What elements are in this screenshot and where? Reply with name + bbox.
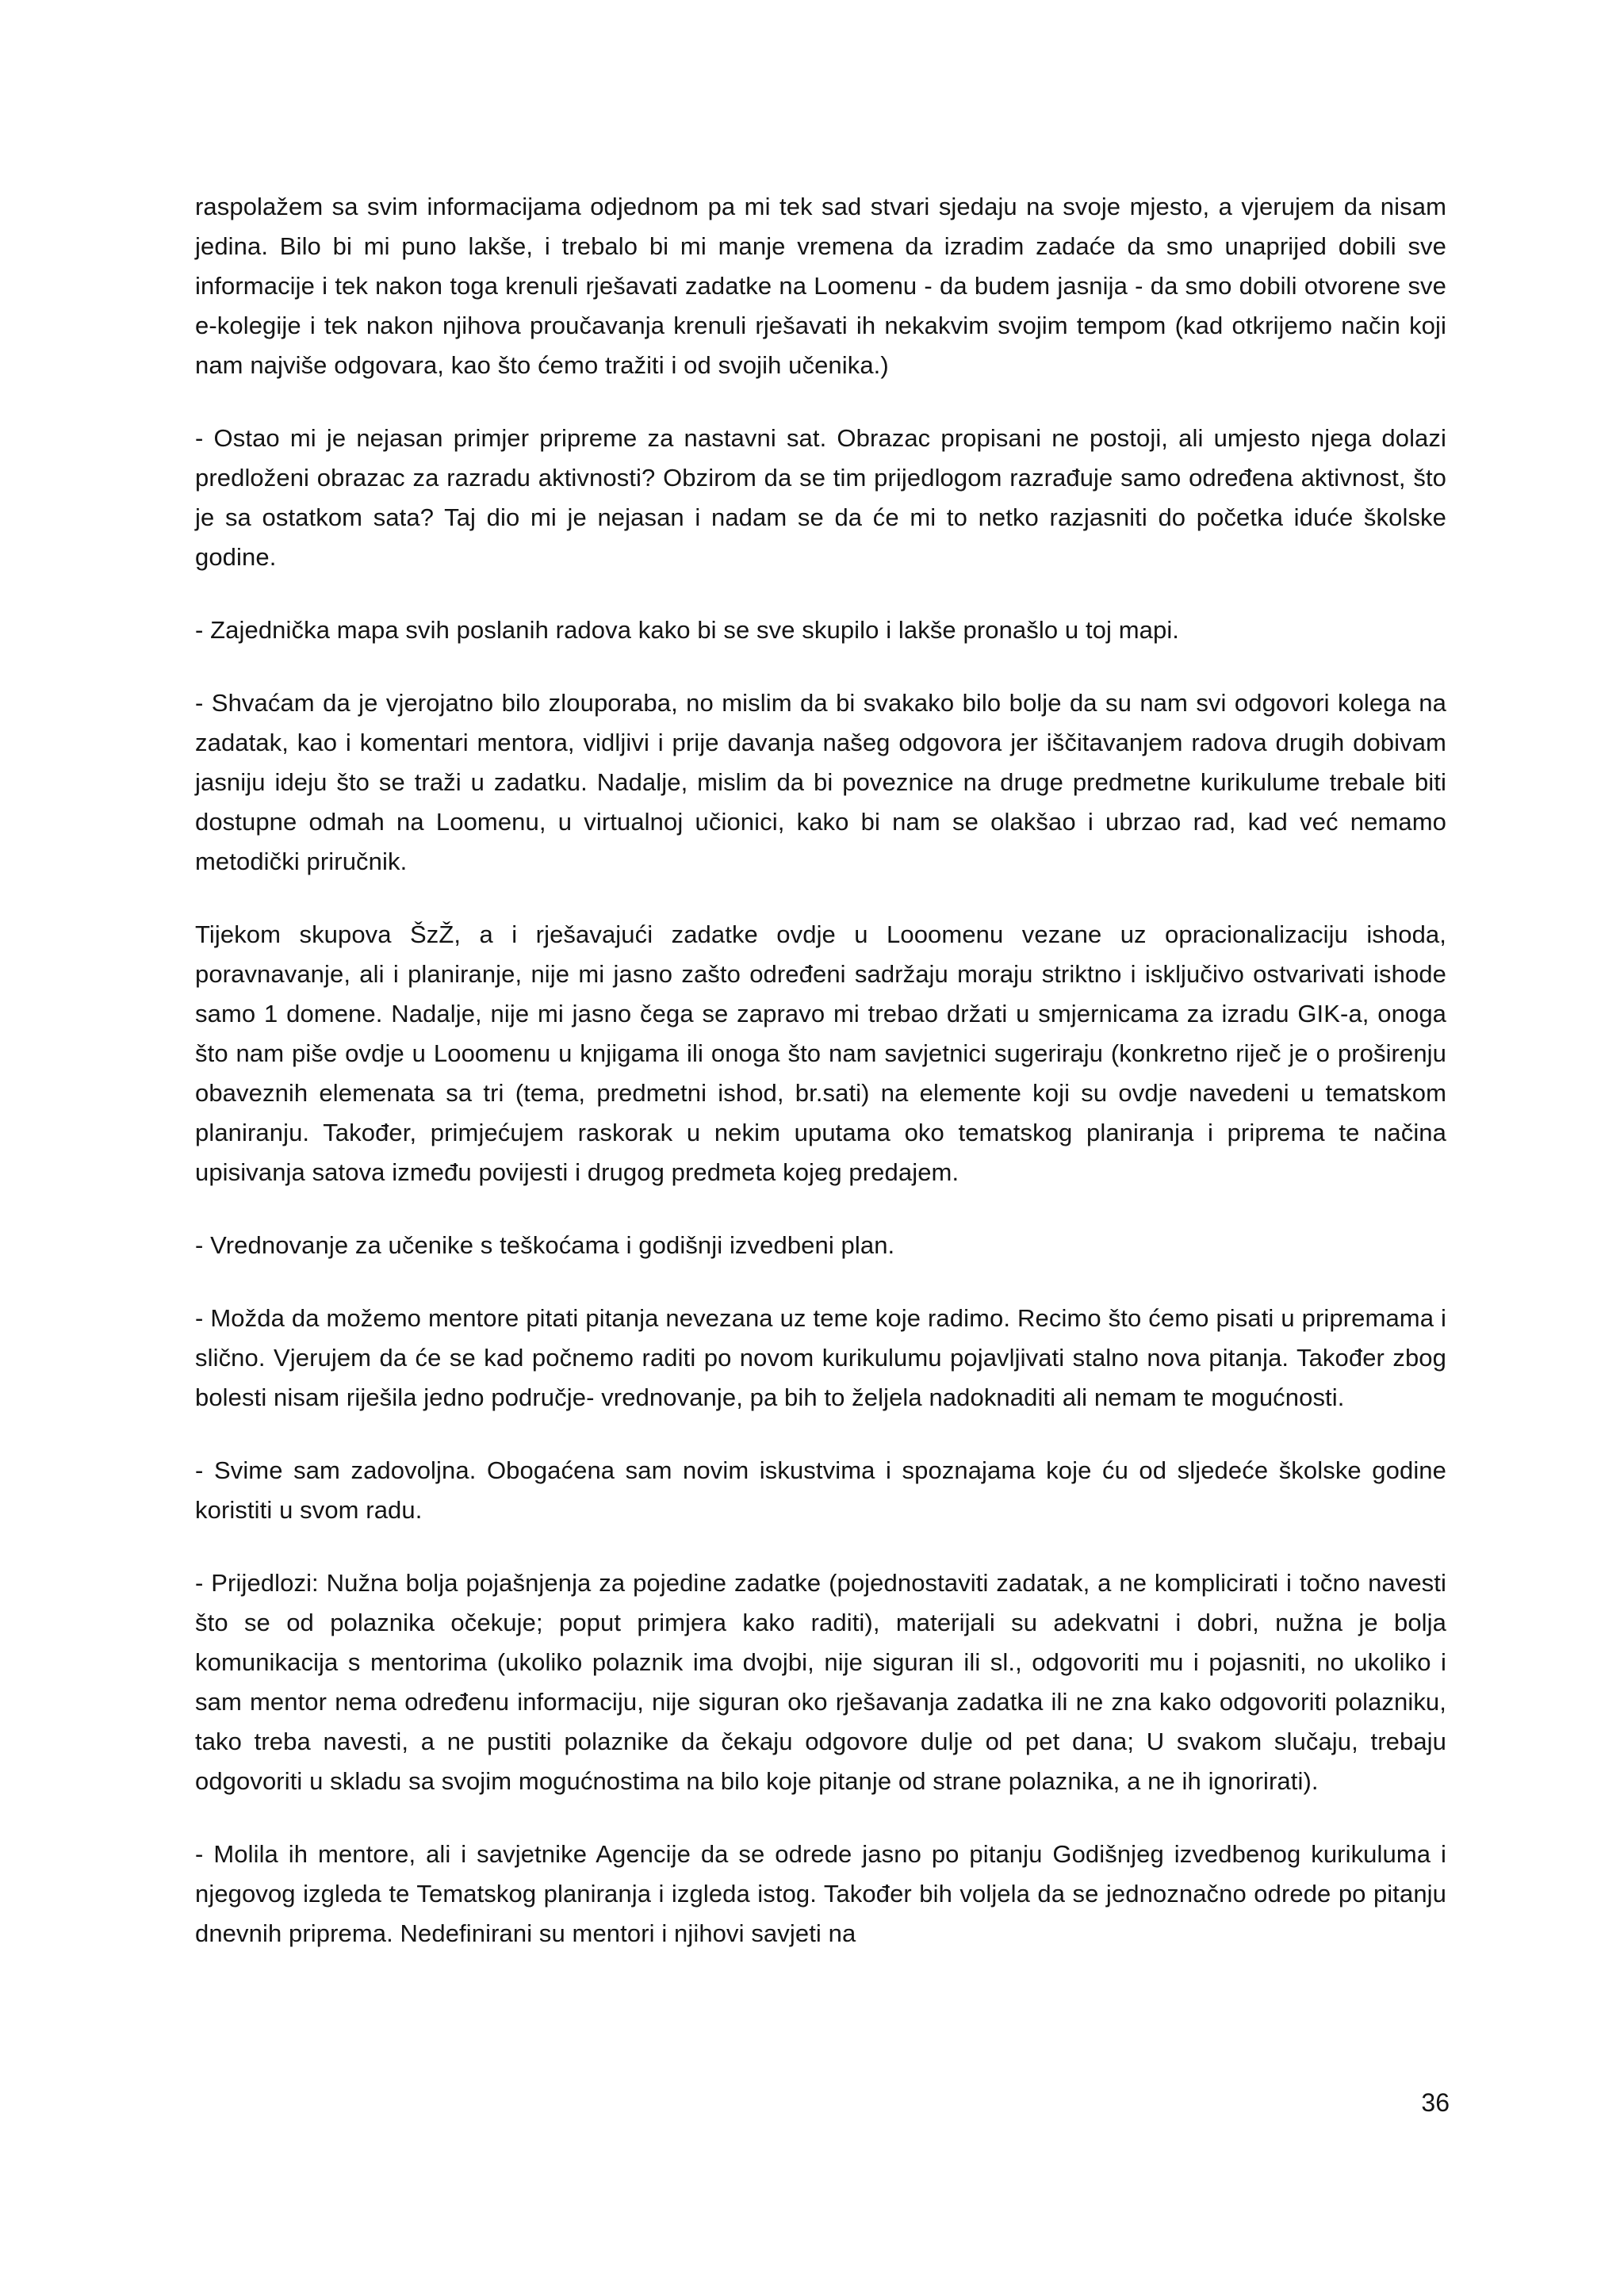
paragraph-1: raspolažem sa svim informacijama odjednom pa mi tek sad stvari sjedaju na svoje mjesto, a vjerujem da nisam jedina. Bilo bi mi puno lakše, i trebalo bi mi manje vremena da izradim zadaće da smo unaprijed dobili sve informacije i tek nakon toga krenuli rješavati zadatke na Loomenu - da budem jasnija - da smo dobili otvorene sve e-kolegije i tek nakon njihova proučavanja krenuli rješavati ih nekakvim svojim tempom (kad otkrijemo način koji nam najviše odgovara, kao što ćemo tražiti i od svojih učenika.) xyxy=(195,193,1446,379)
paragraph-4: - Shvaćam da je vjerojatno bilo zlouporaba, no mislim da bi svakako bilo bolje da su nam svi odgovori kolega na zadatak, kao i komentari mentora, vidljivi i prije davanja našeg odgovora jer iščitavanjem radova drugih dobivam jasniju ideju što se traži u zadatku. Nadalje, mislim da bi poveznice na druge predmetne kurikulume trebale biti dostupne odmah na Loomenu, u virtualnoj učionici, kako bi nam se olakšao i ubrzao rad, kad već nemamo metodički priručnik. xyxy=(195,689,1446,875)
paragraph-10: - Molila ih mentore, ali i savjetnike Agencije da se odrede jasno po pitanju Godišnjeg izvedbenog kurikuluma i njegovog izgleda te Tematskog planiranja i izgleda istog. Također bih voljela da se jednoznačno odrede po pitanju dnevnih priprema. Nedefinirani su mentori i njihovi savjeti na xyxy=(195,1840,1446,1947)
paragraph-8: - Svime sam zadovoljna. Obogaćena sam novim iskustvima i spoznajama koje ću od sljedeće školske godine koristiti u svom radu. xyxy=(195,1456,1446,1524)
paragraph-3: - Zajednička mapa svih poslanih radova kako bi se sve skupilo i lakše pronašlo u toj mapi. xyxy=(195,616,1180,644)
paragraph-6: - Vrednovanje za učenike s teškoćama i godišnji izvedbeni plan. xyxy=(195,1231,895,1259)
document-body xyxy=(195,187,1446,1987)
paragraph-2: - Ostao mi je nejasan primjer pripreme za nastavni sat. Obrazac propisani ne postoji, ali umjesto njega dolazi predloženi obrazac za razradu aktivnosti? Obzirom da se tim prijedlogom razrađuje samo određena aktivnost, što je sa ostatkom sata? Taj dio mi je nejasan i nadam se da će mi to netko razjasniti do početka iduće školske godine. xyxy=(195,424,1446,571)
page-number: 36 xyxy=(1421,2088,1450,2117)
paragraph-9: - Prijedlozi: Nužna bolja pojašnjenja za pojedine zadatke (pojednostaviti zadatak, a ne komplicirati i točno navesti što se od polaznika očekuje; poput primjera kako raditi), materijali su adekvatni i dobri, nužna je bolja komunikacija s mentorima (ukoliko polaznik ima dvojbi, nije siguran ili sl., odgovoriti mu i pojasniti, no ukoliko i sam mentor nema određenu informaciju, nije siguran oko rješavanja zadatka ili ne zna kako odgovoriti polazniku, tako treba navesti, a ne pustiti polaznike da čekaju odgovore dulje od pet dana; U svakom slučaju, trebaju odgovoriti u skladu sa svojim mogućnostima na bilo koje pitanje od strane polaznika, a ne ih ignorirati). xyxy=(195,1569,1446,1795)
paragraph-7: - Možda da možemo mentore pitati pitanja nevezana uz teme koje radimo. Recimo što ćemo pisati u pripremama i slično. Vjerujem da će se kad počnemo raditi po novom kurikulumu pojavljivati stalno nova pitanja. Također zbog bolesti nisam riješila jedno područje- vrednovanje, pa bih to željela nadoknaditi ali nemam te mogućnosti. xyxy=(195,1304,1446,1411)
paragraph-5: Tijekom skupova ŠzŽ, a i rješavajući zadatke ovdje u Looomenu vezane uz opracionalizaciju ishoda, poravnavanje, ali i planiranje, nije mi jasno zašto određeni sadržaju moraju striktno i isključivo ostvarivati ishode samo 1 domene. Nadalje, nije mi jasno čega se zapravo mi trebao držati u smjernicama za izradu GIK-a, onoga što nam piše ovdje u Looomenu u knjigama ili onoga što nam savjetnici sugeriraju (konkretno riječ je o proširenju obaveznih elemenata sa tri (tema, predmetni ishod, br.sati) na elemente koji su ovdje navedeni u tematskom planiranju. Također, primjećujem raskorak u nekim uputama oko tematskog planiranja i priprema te načina upisivanja satova između povijesti i drugog predmeta kojeg predajem. xyxy=(195,920,1446,1186)
